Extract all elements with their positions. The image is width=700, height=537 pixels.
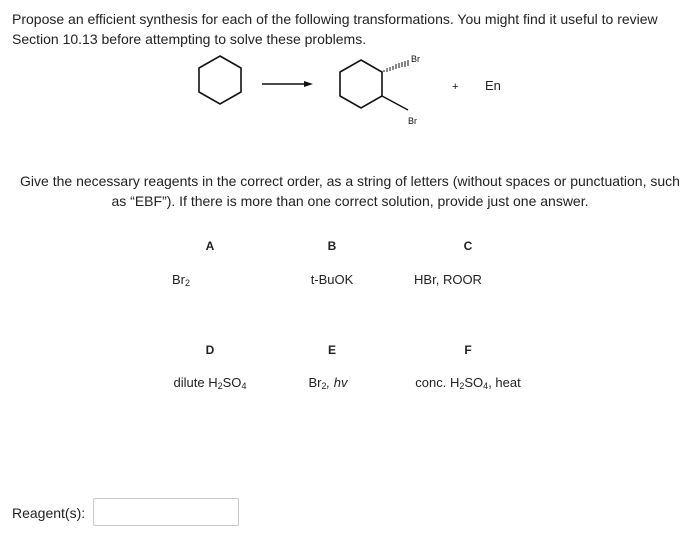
- reaction-arrow-head: [304, 81, 313, 87]
- reagent-letter-a: A: [205, 239, 215, 253]
- reagent-b: t-BuOK: [310, 272, 354, 287]
- reagent-e: $Br_2$, hv: [308, 375, 348, 391]
- bromine-label-top: Br: [411, 54, 420, 64]
- instructions-line-1: Give the necessary reagents in the correct order, as a string of letters (without spaces or punctuation, such: [20, 173, 680, 189]
- reagent-letter-e: E: [327, 343, 336, 357]
- reagent-answer-input[interactable]: [93, 498, 239, 526]
- reagent-letter-f: F: [464, 343, 472, 357]
- cyclohexane-ring: [199, 56, 241, 104]
- reagent-d: dilute $H_2SO_4$: [173, 375, 247, 391]
- reagent-c: HBr, ROOR: [414, 272, 482, 287]
- hashed-wedge-bond: [384, 60, 408, 72]
- problem-line-2: Section 10.13 before attempting to solve these problems.: [12, 31, 367, 47]
- reagent-letter-c: C: [463, 239, 473, 253]
- reagent-f: conc. $H_2SO_4$, heat: [415, 375, 521, 391]
- product-label: En: [485, 78, 501, 93]
- reagent-letter-d: D: [205, 343, 215, 357]
- answer-label: Reagent(s):: [12, 505, 86, 521]
- reagent-letter-b: B: [327, 239, 337, 253]
- instructions: [0, 171, 700, 211]
- plus-sign: +: [452, 81, 459, 93]
- reagent-a: $Br_2$: [171, 272, 190, 288]
- bromine-label-bottom: Br: [408, 116, 417, 126]
- product-ring: [340, 60, 382, 108]
- single-bond-br: [382, 96, 408, 110]
- instructions-line-2: as “EBF”). If there is more than one correct solution, provide just one answer.: [111, 193, 589, 209]
- problem-line-1: Propose an efficient synthesis for each of the following transformations. You might find it useful to review: [12, 11, 658, 27]
- reaction-scheme: [0, 0, 700, 140]
